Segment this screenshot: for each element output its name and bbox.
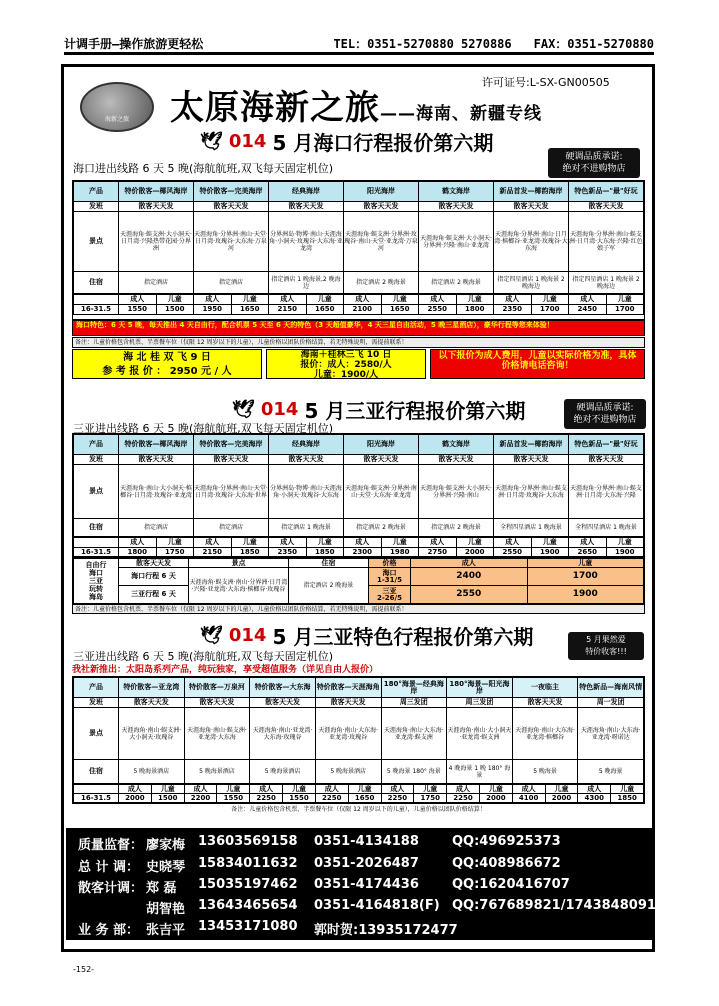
sanya-child-note: 备注：儿童价格包含机票、半票餐车位（仅限 12 周岁以下的儿童），儿童价格以团队价格结算，若无特殊说明，需提前联系！: [72, 604, 645, 614]
haikou-price-table: 产品 特价散客—椰风海岸 特价散客—完美海岸 经典海岸 阳光海岸 鹤文海岸 新品首发—椰韵海岸 特色新品—"最"好玩 发班 散客天天发 散客天天发 散客天天发 散客天天发 散客天天发 散客天天发 散客天天发 景点 天涯海角·蜈支洲·大小洞天·日月湾·兴隆热带花园·分界洲 天涯海角·分界洲·南山·天堂·日月湾·玫瑰谷·大东海·万泉河 分界洲岛·物博·南山·天涯海角·小洞天·玫瑰谷·大东海·亚龙湾 天涯海角·蜈支洲·分界洲·玫瑰谷·南山·天堂·亚龙湾·万泉河 天涯海角·蜈支洲·大小洞天·分界洲·兴隆·南山·亚龙湾 天涯海角·分界洲·南山·日月湾·槟榔谷·亚龙湾·玫瑰谷·大东海 天涯海角·分界洲·南山·蜈支洲·日月湾·大东海·兴隆·红色娘子军 住宿 指定酒店 指定酒店 指定酒店 1 晚海景,2 晚海边 指定酒店 2 晚海景 指定酒店 2 晚海景 指定四星酒店 1 晚海景 2 晚海边 指定四星酒店 1 晚海景 2 晚海边 成人 儿童 成人 儿童 成人 儿童 成人 儿童 成人 儿童 成人 儿童 成人 儿童 16-31.5 1550 1500 1950 1650 2150 1650 2100 1650 2550 1800 2350 1700 2450 1700: [72, 180, 645, 320]
section3-route: 三亚进出线路 6 天 5 晚(海航航班,双飞每天固定机位): [73, 650, 334, 663]
header-tel: TEL：0351-5270880 5270886: [333, 37, 512, 51]
section1-banner: 🕊 014 5 月海口行程报价第六期: [200, 130, 494, 155]
may-deal-badge: 5 月果然爱 特价收客!!!: [568, 632, 644, 660]
tagline: 计调手册—操作旅游更轻松: [64, 37, 204, 51]
sanya-special-redbar: 我社新推出：太阳岛系列产品，纯玩独家，享受超值服务（详见自由人报价）: [72, 665, 379, 675]
section2-promise: 硬调品质承诺: 绝对不进购物店: [564, 399, 646, 429]
combo-note: 以下报价为成人费用，儿童以实际价格为准，具体价格请电话咨询！: [430, 349, 645, 379]
sanya-price-table: 产品 特价散客—椰风海岸 特价散客—完美海岸 经典海岸 阳光海岸 鹤文海岸 新品首发—椰韵海岸 特色新品—"最"好玩 发班 散客天天发 散客天天发 散客天天发 散客天天发 散客天天发 散客天天发 散客天天发 景点 天涯海角·南山·大小洞天·槟榔谷·日月湾·玫瑰谷·亚龙湾 天涯海角·分界洲·南山·天堂·日月湾·玫瑰谷·大东海·世界 分界洲岛·物博·南山·天涯海角·小洞天·玫瑰谷·大东海 天涯海角·蜈支洲·分界洲·南山·天堂·大东海·亚龙湾 天涯海角·蜈支洲·大小洞天·分界洲·兴隆·南山 天涯海角·分界洲·南山·蜈支洲·日月湾·玫瑰谷·大东海 天涯海角·分界洲·南山·蜈支洲·日月湾·大东海·兴隆 住宿 指定酒店 指定酒店 指定酒店 1 晚海景 指定酒店 2 晚海景 指定酒店 2 晚海景 全程四星酒店 1 晚海景 全程四星酒店 1 晚海景 成人 儿童 成人 儿童 成人 儿童 成人 儿童 成人 儿童 成人 儿童 成人 儿童 16-31.5 1800 1750 2150 1850 2350 1850 2300 1980 2750 2000 2550 1900 2650 1900: [72, 433, 645, 557]
page-header: [64, 33, 654, 55]
combo-hainan-guilin: 海南＋桂林三飞 10 日 报价：成人：2580/人 儿童：1900/人: [266, 349, 426, 379]
bird-logo-icon: 🕊: [200, 624, 223, 646]
contact-block: 质量监督： 廖家梅 13603569158 0351-4134188 QQ:496925373 总 计 调： 史晓琴 15834011632 0351-2026487 QQ:408986672 散客计调： 郑 磊 15035197462 0351-4174436 QQ:1620416707 胡智艳 13643465654 0351-4164818(F) QQ:767689821/1743848091 业 务 部： 张吉平 13453171080 郭时贺:13935172477: [66, 828, 652, 940]
sanya-special-table: 产品 特价散客—亚龙湾 特价散客—万泉河 特价散客—大东海 特价散客—天涯海角 180°海景—经典海岸 180°海景—阳光海岸 一夜临主 特色新品—海南风情 发班 散客天天发 散客天天发 散客天天发 散客天天发 周三发团 周三发团 散客天天发 周一发团 景点 天涯海角·南山·蜈支洲·大小洞天·玫瑰谷 天涯海角·南山·蜈支洲·亚龙湾·大东海 天涯海角·南山·亚龙湾·大东海·玫瑰谷 天涯海角·南山·大东海·亚龙湾·玫瑰谷 天涯海角·南山·大东海·亚龙湾·蜈支洲 天涯海角·南山·大小洞天·亚龙湾·蜈支洲 天涯海角·南山·大东海·亚龙湾·槟榔谷 天涯海角·南山·大东海·亚龙湾·呀诺达 住宿 5 晚海景酒店 5 晚海景酒店 5 晚海景酒店 5 晚海景酒店 5 晚海景 180° 海景 4 晚海景 1 晚 180° 海景 5 晚海景 5 晚海景 成人 儿童 成人 儿童 成人 儿童 成人 儿童 成人 儿童 成人 儿童 成人 儿童 成人 儿童 16-31.5 2000 1500 2200 1550 2250 1550 2250 1650 2250 1750 2250 2000 4100 2000 4300 1850: [72, 676, 645, 804]
header-fax: FAX：0351-5270880: [533, 37, 654, 51]
brand-title: 太原海新之旅——海南、新疆专线: [170, 88, 542, 128]
section1-promise: 硬调品质承诺: 绝对不进购物店: [548, 148, 640, 178]
combo-haibeigui: 海 北 桂 双 飞 9 日 参 考 报 价 ： 2950 元 / 人: [72, 349, 262, 379]
section3-banner: 🕊 014 5 月三亚特色行程报价第六期: [200, 624, 534, 649]
brand-subtitle: ——海南、新疆专线: [380, 104, 542, 124]
free-travel-table: 自由行 海口 三亚 玩转 海岛 散客天天发 景点 住宿 价格 成人 儿童 海口行程 6 天 天涯海角·蜈支洲·南山·分界洲·日月湾·兴隆·亚龙湾·大东海·槟榔谷·玫瑰谷 指定酒店 2 晚海景 海口 1-31/5 2400 1700 三亚行程 6 天 三亚 2-26/5 2550 1900: [72, 557, 645, 604]
page-number: -152-: [73, 965, 95, 974]
haikou-child-note: 备注：儿童价格包含机票、半票餐车位（仅限 12 周岁以下的儿童），儿童价格以团队价格结算，若无特殊说明，需提前联系！: [72, 337, 645, 348]
section1-route: 海口进出线路 6 天 5 晚(海航航班,双飞每天固定机位): [73, 162, 334, 175]
license-number: 许可证号:L-SX-GN00505: [482, 76, 610, 89]
section2-banner: 🕊 014 5 月三亚行程报价第六期: [232, 398, 526, 423]
section2-route: 三亚进出线路 6 天 5 晚(海航航班,双飞每天固定机位): [73, 422, 334, 435]
bird-logo-icon: 🕊: [200, 130, 223, 152]
company-logo: 海新之旅: [80, 82, 154, 132]
haikou-special-note: 海口特色：6 天 5 晚，每天推出 4 天自由行，配合机票 5 天至 6 天的特色（3 天超值豪华，4 天三星自由活动，5 晚三星酒店），豪华行程等您来体验！: [72, 320, 645, 336]
bird-logo-icon: 🕊: [232, 398, 255, 420]
sanya-special-note: 备注：儿童价格包含机票、半票餐车位（仅限 12 周岁以下的儿童），儿童价格以团队价格结算！: [72, 805, 645, 815]
